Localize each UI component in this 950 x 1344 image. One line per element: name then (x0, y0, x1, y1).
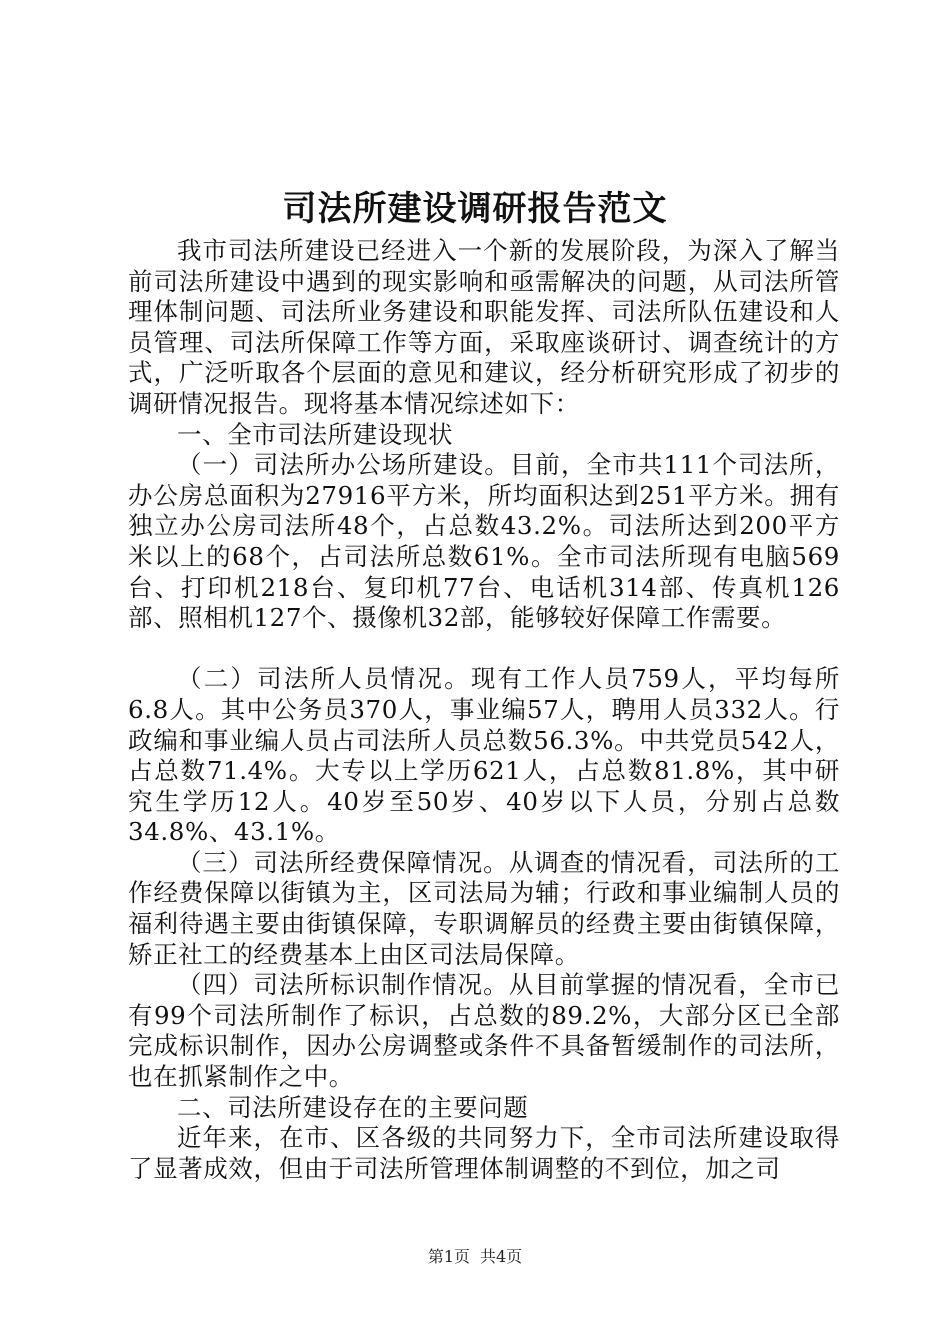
paragraph-office-construction: （一）司法所办公场所建设。目前，全市共111个司法所，办公房总面积为27916平方米，所均面积达到251平方米。拥有独立办公房司法所48个，占总数43.2%。司法所达到200平方米以上的68个，占司法所总数61%。全市司法所现有电脑569台、打印机218台、复印机77台、电话机314部、传真机126部、照相机127个、摄像机32部，能够较好保障工作需要。 (128, 450, 840, 633)
paragraph-spacer (128, 634, 840, 665)
paragraph-funding: （三）司法所经费保障情况。从调查的情况看，司法所的工作经费保障以街镇为主，区司法局为辅；行政和事业编制人员的福利待遇主要由街镇保障，专职调解员的经费主要由街镇保障，矫正社工的经费基本上由区司法局保障。 (128, 847, 840, 969)
document-title: 司法所建设调研报告范文 (282, 189, 668, 229)
page-footer (0, 1244, 950, 1267)
paragraph-signage: （四）司法所标识制作情况。从目前掌握的情况看，全市已有99个司法所制作了标识，占总数的89.2%，大部分区已全部完成标识制作，因办公房调整或条件不具备暂缓制作的司法所，也在抓紧制作之中。 (128, 970, 840, 1092)
section-2-heading: 二、司法所建设存在的主要问题 (177, 1092, 529, 1122)
page-total: 共4页 (480, 1247, 523, 1266)
page-number: 第1页 (427, 1247, 470, 1266)
section-1-heading: 一、全市司法所建设现状 (177, 419, 454, 449)
paragraph-problems-intro: 近年来，在市、区各级的共同努力下，全市司法所建设取得了显著成效，但由于司法所管理体制调整的不到位，加之司 (128, 1123, 840, 1183)
document-body (128, 236, 840, 1184)
intro-paragraph: 我市司法所建设已经进入一个新的发展阶段，为深入了解当前司法所建设中遇到的现实影响和亟需解决的问题，从司法所管理体制问题、司法所业务建设和职能发挥、司法所队伍建设和人员管理、司法所保障工作等方面，采取座谈研讨、调查统计的方式，广泛听取各个层面的意见和建议，经分析研究形成了初步的调研情况报告。现将基本情况综述如下： (128, 236, 840, 418)
paragraph-staff: （二）司法所人员情况。现有工作人员759人，平均每所6.8人。其中公务员370人，事业编57人，聘用人员332人。行政编和事业编人员占司法所人员总数56.3%。中共党员542人，占总数71.4%。大专以上学历621人，占总数81.8%，其中研究生学历12人。40岁至50岁、40岁以下人员，分别占总数34.8%、43.1%。 (128, 664, 840, 847)
